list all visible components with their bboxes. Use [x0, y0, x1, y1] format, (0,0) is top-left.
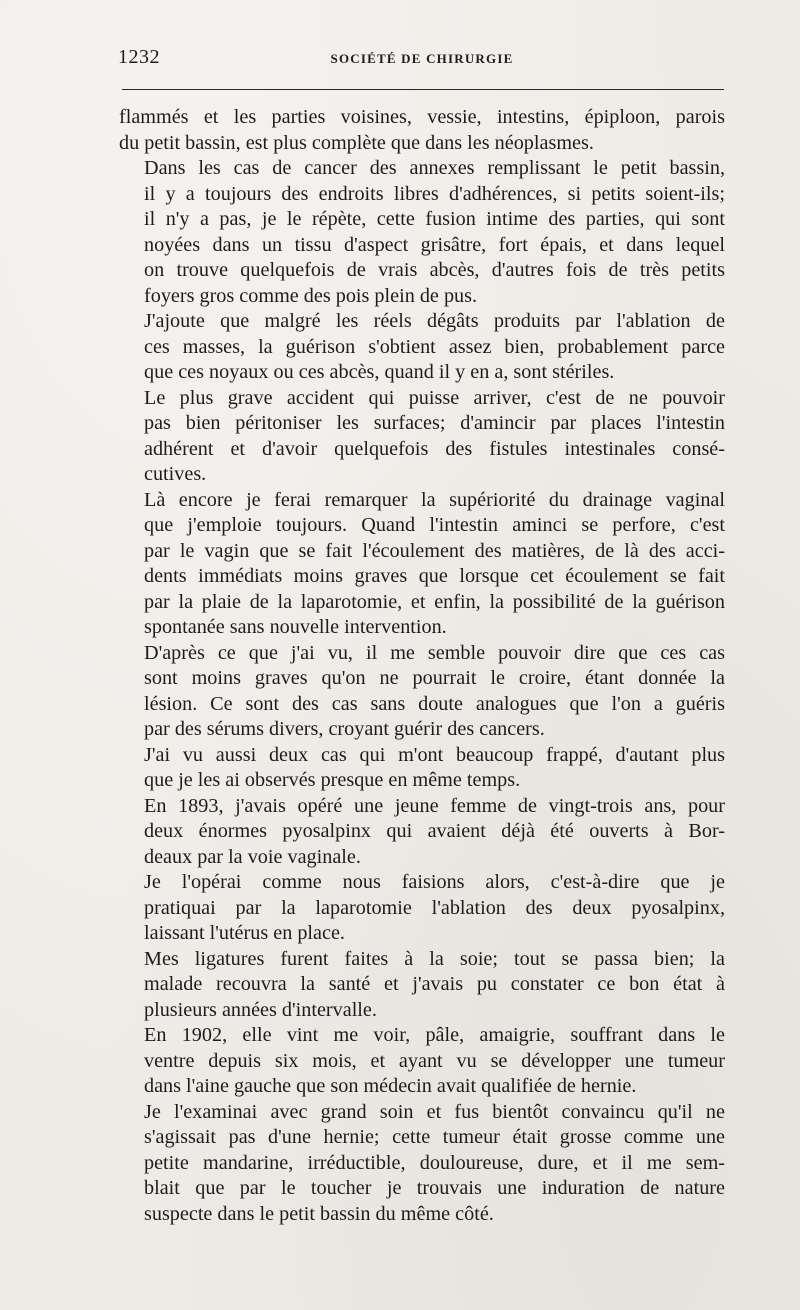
text-line: par des sérums divers, croyant guérir des cancers. — [144, 718, 545, 740]
text-line: dents immédiats moins graves que lorsque cet écoulement se fait — [144, 565, 725, 587]
text-line: J'ai vu aussi deux cas qui m'ont beaucoup frappé, d'autant plus — [144, 743, 725, 766]
page-number: 1232 — [118, 46, 160, 68]
paragraph — [119, 488, 725, 641]
text-line: adhérent et d'avoir quelquefois des fistules intestinales consé- — [144, 437, 725, 460]
text-line: spontanée sans nouvelle intervention. — [144, 616, 447, 638]
running-head — [118, 46, 726, 76]
text-line: flammés et les parties voisines, vessie, intestins, épiploon, parois — [119, 106, 725, 128]
paragraph — [119, 641, 725, 743]
text-line: que j'emploie toujours. Quand l'intestin aminci se perfore, c'est — [144, 514, 725, 536]
body-text — [119, 105, 725, 1227]
header-rule — [122, 89, 724, 90]
paragraph — [119, 870, 725, 947]
paragraph — [119, 1023, 725, 1100]
text-line: petite mandarine, irréductible, douloureuse, dure, et il me sem- — [144, 1151, 725, 1174]
text-line: que je les ai observés presque en même temps. — [144, 769, 521, 791]
text-line: pratiquai par la laparotomie l'ablation des deux pyosalpinx, — [144, 896, 725, 919]
text-line: Dans les cas de cancer des annexes remplissant le petit bassin, — [144, 157, 725, 179]
paragraph — [119, 386, 725, 488]
text-line: Là encore je ferai remarquer la supériorité du drainage vaginal — [144, 488, 725, 511]
text-line: par la plaie de la laparotomie, et enfin, la possibilité de la guérison — [144, 590, 725, 613]
text-line: suspecte dans le petit bassin du même côté. — [144, 1202, 494, 1225]
text-line: lésion. Ce sont des cas sans doute analogues que l'on a guéris — [144, 692, 725, 715]
text-line: on trouve quelquefois de vrais abcès, d'autres fois de très petits — [144, 259, 725, 281]
text-line: Je l'opérai comme nous faisions alors, c'est-à-dire que je — [144, 871, 725, 893]
text-line: par le vagin que se fait l'écoulement des matières, de là des acci- — [144, 539, 725, 562]
running-title: SOCIÉTÉ DE CHIRURGIE — [330, 51, 514, 66]
paragraph — [119, 309, 725, 386]
paragraph — [119, 1100, 725, 1228]
text-line: ces masses, la guérison s'obtient assez bien, probablement parce — [144, 335, 725, 358]
text-line: cutives. — [144, 463, 207, 485]
paragraph — [119, 105, 725, 156]
text-line: deux énormes pyosalpinx qui avaient déjà été ouverts à Bor- — [144, 820, 725, 842]
text-line: noyées dans un tissu d'aspect grisâtre, fort épais, et dans lequel — [144, 233, 725, 256]
text-line: il y a toujours des endroits libres d'adhérences, si petits soient-ils; — [144, 182, 725, 205]
text-line: dans l'aine gauche que son médecin avait qualifiée de hernie. — [144, 1075, 637, 1097]
text-line: En 1902, elle vint me voir, pâle, amaigrie, souffrant dans le — [144, 1024, 725, 1046]
text-line: plusieurs années d'intervalle. — [144, 998, 377, 1021]
paragraph — [119, 156, 725, 309]
text-line: blait que par le toucher je trouvais une induration de nature — [144, 1177, 725, 1199]
paragraph — [119, 794, 725, 871]
text-line: ventre depuis six mois, et ayant vu se développer une tumeur — [144, 1049, 725, 1072]
text-line: sont moins graves qu'on ne pourrait le croire, étant donnée la — [144, 667, 725, 689]
text-line: il n'y a pas, je le répète, cette fusion intime des parties, qui sont — [144, 208, 725, 230]
text-line: que ces noyaux ou ces abcès, quand il y en a, sont stériles. — [144, 361, 615, 383]
text-line: pas bien péritoniser les surfaces; d'amincir par places l'intestin — [144, 412, 725, 434]
text-line: foyers gros comme des pois plein de pus. — [144, 284, 478, 307]
text-line: Le plus grave accident qui puisse arriver, c'est de ne pouvoir — [144, 386, 725, 409]
text-line: laissant l'utérus en place. — [144, 922, 345, 944]
text-line: s'agissait pas d'une hernie; cette tumeur était grosse comme une — [144, 1126, 725, 1148]
text-line: D'après ce que j'ai vu, il me semble pouvoir dire que ces cas — [144, 641, 725, 664]
paragraph — [119, 947, 725, 1024]
text-line: malade recouvra la santé et j'avais pu constater ce bon état à — [144, 973, 725, 995]
text-line: du petit bassin, est plus complète que dans les néoplasmes. — [119, 131, 594, 154]
text-line: J'ajoute que malgré les réels dégâts produits par l'ablation de — [144, 310, 725, 332]
paragraph — [119, 743, 725, 794]
text-line: Mes ligatures furent faites à la soie; tout se passa bien; la — [144, 947, 725, 970]
text-line: deaux par la voie vaginale. — [144, 845, 361, 868]
text-line: En 1893, j'avais opéré une jeune femme de vingt-trois ans, pour — [144, 794, 725, 817]
text-line: Je l'examinai avec grand soin et fus bientôt convaincu qu'il ne — [144, 1100, 725, 1123]
